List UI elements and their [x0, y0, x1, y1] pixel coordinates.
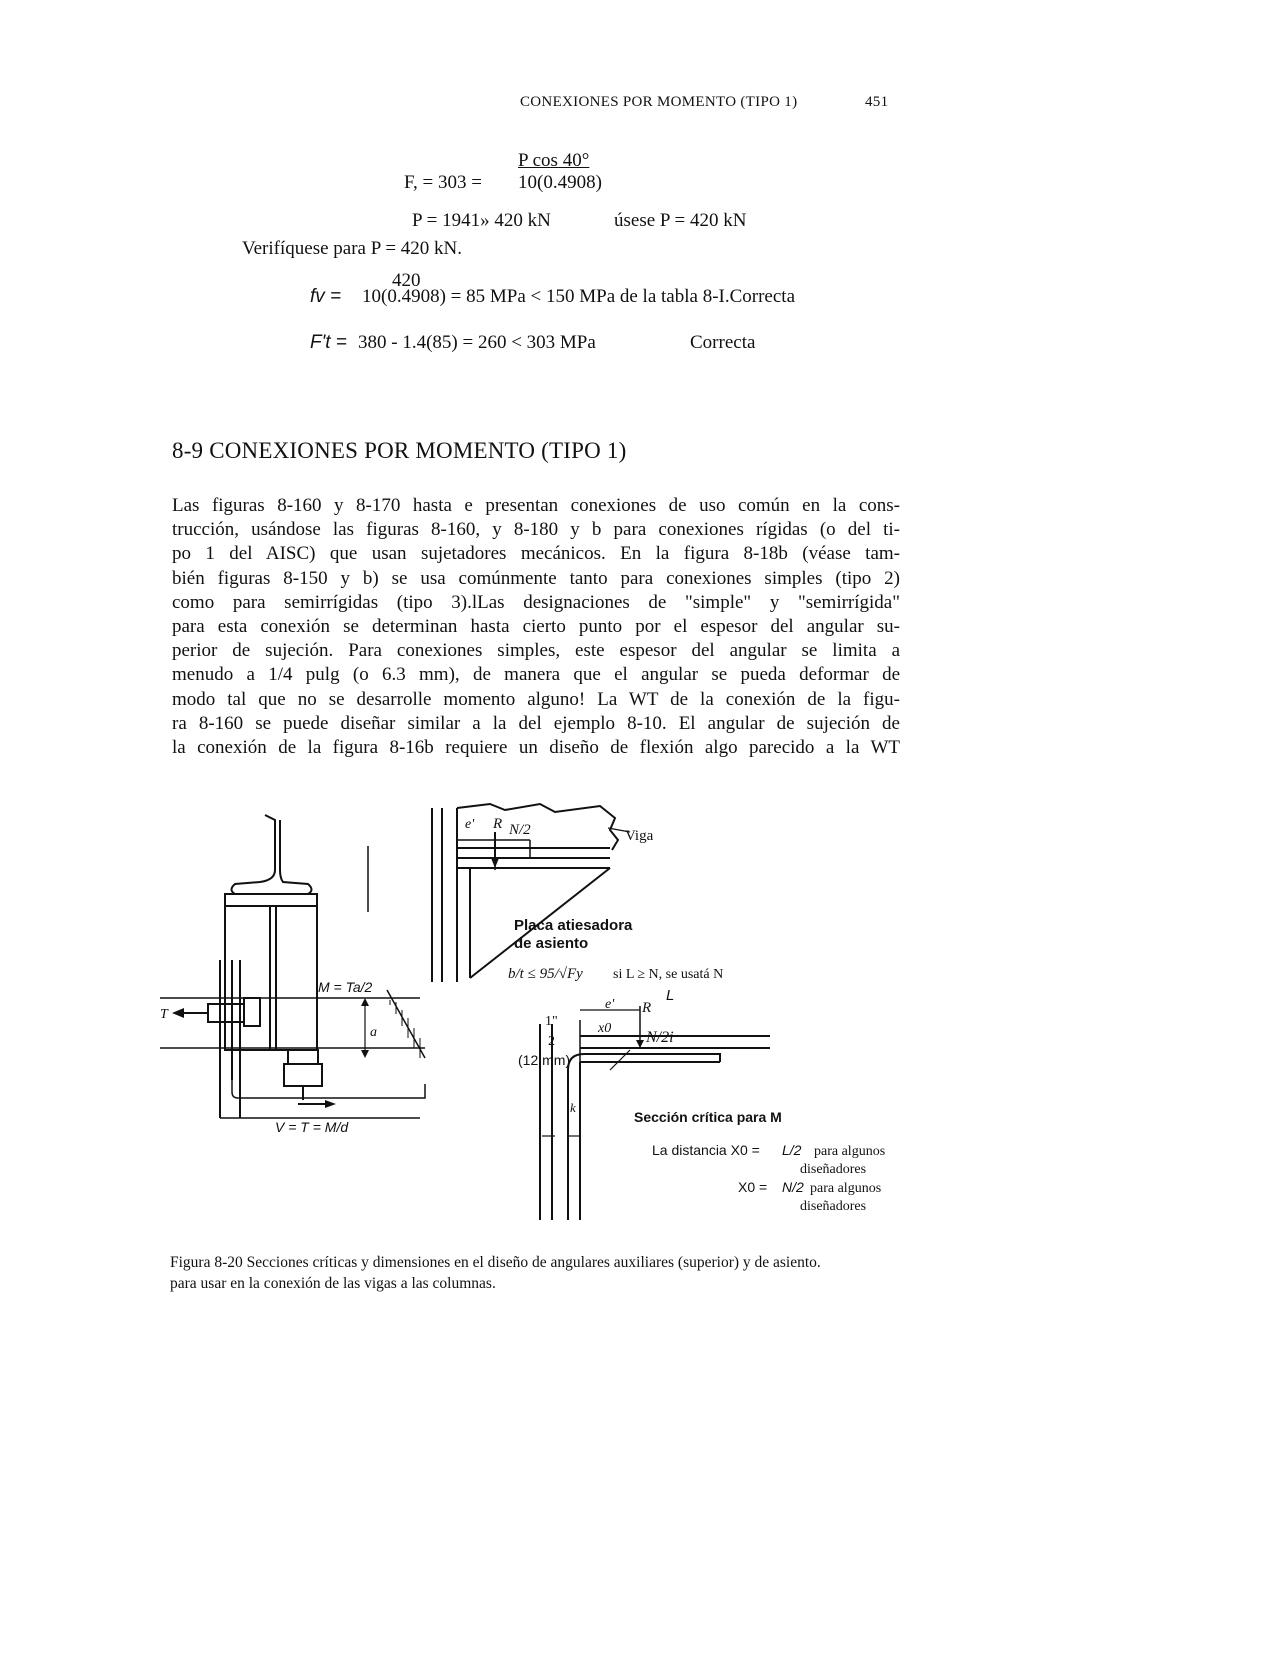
- label-N2: N/2: [509, 822, 531, 838]
- label-si: si L ≥ N, se usatá N: [613, 967, 724, 982]
- label-half-num: 1": [545, 1014, 558, 1029]
- label-V: V = T = M/d: [275, 1119, 349, 1135]
- paragraph-line: po 1 del AISC) que usan sujetadores mecánicos. En la figura 8-18b (véase tam-: [172, 543, 900, 565]
- label-R: R: [493, 816, 503, 832]
- label-placa-1: Placa atiesadora: [514, 917, 633, 934]
- note2-c: para algunos: [810, 1181, 882, 1196]
- paragraph-line: la conexión de la figura 8-16b requiere un diseño de flexión algo parecido a la WT: [172, 737, 900, 759]
- eq2-lhs: P = 1941» 420 kN: [412, 210, 551, 231]
- note2-a: X0 =: [738, 1179, 768, 1195]
- eq1-numerator: P cos 40°: [518, 150, 590, 171]
- eq1-denominator: 10(0.4908): [518, 172, 602, 193]
- label-a: a: [370, 1025, 377, 1040]
- label-viga: Viga: [625, 828, 654, 844]
- figure-caption: [170, 1252, 910, 1294]
- paragraph-line: Las figuras 8-160 y 8-170 hasta e presentan conexiones de uso común en la cons-: [172, 495, 900, 516]
- note1-b: L/2: [782, 1142, 802, 1158]
- label-L: L: [666, 987, 675, 1004]
- paragraph-line: bién figuras 8-150 y b) se usa comúnmente tanto para conexiones simples (tipo 2): [172, 567, 900, 589]
- label-half-den: 2: [548, 1034, 555, 1049]
- running-header: CONEXIONES POR MOMENTO (TIPO 1): [520, 94, 798, 110]
- figure-8-20: [160, 800, 920, 1240]
- top-angle-drawing: [160, 960, 425, 1118]
- eq4-result: Correcta: [690, 332, 756, 353]
- verify-text: Verifíquese para P = 420 kN.: [242, 238, 463, 259]
- wt-connection-drawing: [225, 815, 317, 1050]
- label-x0: x0: [598, 1021, 612, 1036]
- label-R-2: R: [642, 1000, 652, 1016]
- label-T: T: [160, 1007, 168, 1022]
- eq4-body: 380 - 1.4(85) = 260 < 303 MPa: [358, 332, 596, 353]
- eq3-body: 10(0.4908) = 85 MPa < 150 MPa de la tabla 8-I.Correcta: [362, 286, 796, 307]
- eq3-numerator: 420: [392, 270, 421, 291]
- note1-a: La distancia X0 =: [652, 1142, 760, 1158]
- paragraph-line: ra 8-160 se puede diseñar similar a la del ejemplo 8-10. El angular de sujeción de: [172, 712, 900, 734]
- seat-stiffener-drawing: [432, 804, 630, 982]
- eq1-lhs: F, = 303 =: [404, 172, 482, 193]
- eq2-rhs: úsese P = 420 kN: [614, 210, 747, 231]
- moment-diagram-hatch: [390, 1000, 420, 1058]
- label-e-prime: e': [465, 817, 475, 832]
- label-placa-2: de asiento: [514, 935, 589, 952]
- paragraph-line: como para semirrígidas (tipo 3).lLas designaciones de "simple" y "semirrígida": [172, 591, 900, 613]
- note2-b: N/2: [782, 1179, 804, 1195]
- paragraph-line: perior de sujeción. Para conexiones simples, este espesor del angular se limita a: [172, 640, 900, 662]
- eq3-lhs: fv =: [310, 286, 342, 307]
- page-number: 451: [865, 94, 889, 110]
- label-k: k: [570, 1100, 576, 1115]
- note1-d: diseñadores: [800, 1162, 867, 1177]
- paragraph-line: modo tal que no se desarrolle momento alguno! La WT de la conexión de la figu-: [172, 688, 900, 710]
- paragraph-line: trucción, usándose las figuras 8-160, y 8-180 y b para conexiones rígidas (o del ti-: [172, 519, 900, 541]
- label-N2i: N/2i: [646, 1029, 674, 1046]
- label-e-prime-2: e': [605, 997, 615, 1012]
- label-12mm: (12 mm): [518, 1052, 571, 1068]
- caption-line-2: para usar en la conexión de las vigas a las columnas.: [170, 1275, 496, 1292]
- body-paragraph: [172, 494, 900, 760]
- label-M: M = Ta/2: [318, 979, 373, 995]
- eq4-lhs: F't =: [310, 332, 347, 353]
- paragraph-line: para esta conexión se determinan hasta cierto punto por el espesor del angular su-: [172, 616, 900, 638]
- note2-d: diseñadores: [800, 1199, 867, 1214]
- note1-c: para algunos: [814, 1144, 886, 1159]
- label-seccion: Sección crítica para M: [634, 1109, 782, 1125]
- label-bt: b/t ≤ 95/√Fy: [508, 966, 583, 982]
- paragraph-line: menudo a 1/4 pulg (o 6.3 mm), de manera que el angular se pueda deformar de: [172, 664, 900, 686]
- caption-line-1: Figura 8-20 Secciones críticas y dimensiones en el diseño de angulares auxiliares (superior) y de asiento.: [170, 1254, 821, 1271]
- section-title: 8-9 CONEXIONES POR MOMENTO (TIPO 1): [172, 438, 627, 463]
